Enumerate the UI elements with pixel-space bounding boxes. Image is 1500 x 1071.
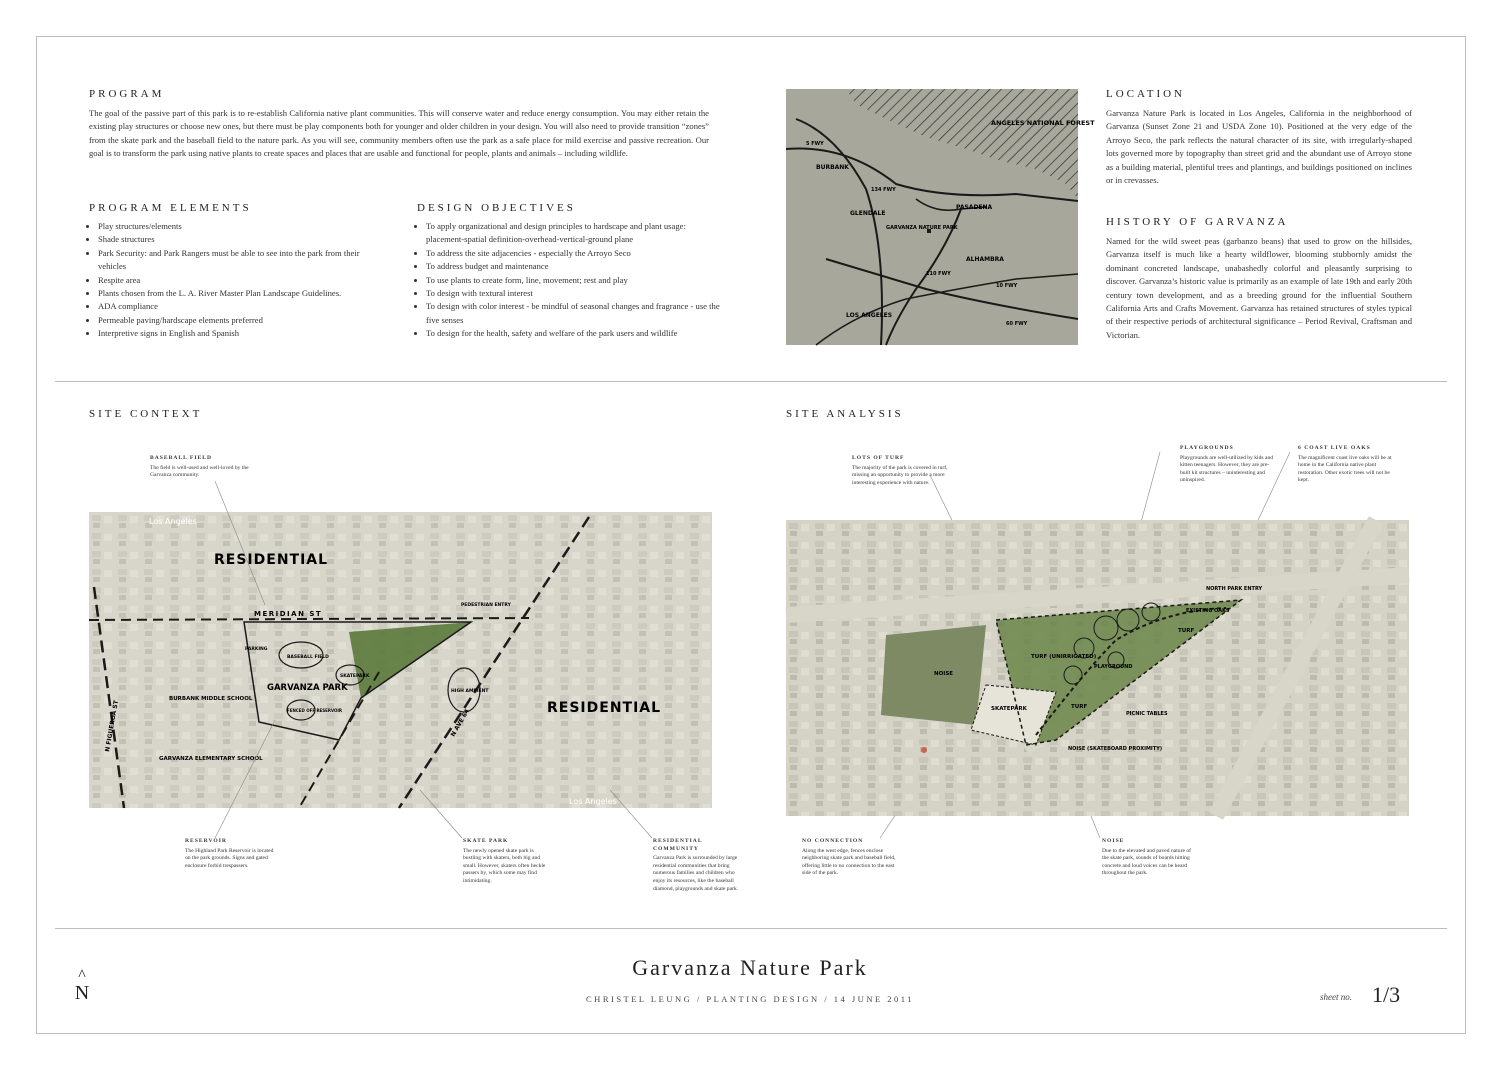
map-label-glendale: GLENDALE (850, 210, 886, 217)
label-skate: SKATEPARK (340, 674, 370, 679)
label-baseball: BASEBALL FIELD (287, 655, 329, 660)
note-turf (852, 455, 964, 487)
note-skate-text: The newly opened skate park is bustling with skaters, both big and small. However, skaters often heckle passers by, which some may find intimidating. (463, 847, 546, 884)
location-map-drawing (786, 89, 1095, 345)
label-noise-1: NOISE (934, 671, 954, 677)
map-label-10-fwy: 10 FWY (996, 283, 1018, 289)
divider-bottom (55, 928, 1447, 929)
label-reservoir: FENCED OFF RESERVOIR (287, 708, 342, 713)
note-oaks (1298, 445, 1400, 485)
label-turf-3: TURF (1071, 704, 1088, 710)
label-north-entry: NORTH PARK ENTRY (1206, 586, 1263, 592)
program-element-item: • Interpretive signs in English and Spanish (98, 327, 388, 340)
design-objective-item: • To design with color interest - be mindful of seasonal changes and fragrance - use the five senses (426, 300, 726, 327)
note-reservoir-text: The Highland Park Reservoir is located on the park grounds. Signs and gated enclosure forbid trespassers. (185, 847, 274, 869)
note-baseball-text: The field is well-used and well-loved by the Garvanza community. (150, 464, 249, 479)
note-baseball-title: BASEBALL FIELD (150, 455, 213, 461)
program-element-item: • Respite area (98, 274, 388, 287)
note-reservoir-title: RESERVOIR (185, 838, 227, 844)
design-objectives-list (417, 220, 726, 341)
location-map (786, 89, 1095, 345)
map-label-110-fwy: 110 FWY (926, 271, 951, 277)
label-burbank-school: BURBANK MIDDLE SCHOOL (169, 696, 253, 702)
history-text: Named for the wild sweet peas (garbanzo beans) that used to grow on the hillsides, Garvanza itself is much like a hearty wildflower, blooming stubbornly amidst the dominant concreted landscape, unabashedly colorful and pleasantly surprising to discover. Garvanza’s historic value is primarily as an example of late 19th and early 20th century town development, and as a breeding ground for the influential Southern California Arts and Crafts Movement. Garvanza has retained structures of styles typical of their respective periods of architectural significance – Period Revival, Craftsman and Victorian. (1106, 236, 1412, 340)
label-high-ambient: HIGH AMBIENT (451, 689, 489, 694)
program-element-item: • Shade structures (98, 233, 388, 246)
label-noise-2: NOISE (SKATEBOARD PROXIMITY) (1068, 746, 1163, 752)
site-context-drawing (89, 512, 712, 808)
label-ave-64: N AVE 64 (449, 708, 471, 738)
history-heading: HISTORY OF GARVANZA (1106, 216, 1289, 228)
note-turf-text: The majority of the park is covered in turf, missing an opportunity to provide a more interesting experience with nature. (852, 464, 948, 486)
program-element-item: • Park Security: and Park Rangers must be able to see into the park from their vehicles (98, 247, 388, 274)
program-elements-heading: PROGRAM ELEMENTS (89, 202, 252, 214)
label-skatepark-analysis: SKATEPARK (991, 706, 1027, 712)
site-context-map (89, 512, 712, 808)
note-noise-text: Due to the elevated and paved nature of the skate park, sounds of boards hitting concrete and loud voices can be heard throughout the park. (1102, 847, 1191, 877)
map-label-60-fwy: 60 FWY (1006, 321, 1028, 327)
label-los-angeles-1: Los Angeles (149, 517, 197, 526)
label-pedestrian: PEDESTRIAN ENTRY (461, 603, 511, 608)
note-baseball (150, 455, 270, 480)
site-analysis-map (786, 520, 1409, 816)
note-residential-title: RESIDENTIAL COMMUNITY (653, 838, 703, 852)
note-turf-title: LOTS OF TURF (852, 455, 905, 461)
label-picnic: PICNIC TABLES (1126, 711, 1168, 717)
note-oaks-text: The magnificent coast live oaks will be at home in the California native plant restoration. Other exotic trees will not be kept. (1298, 454, 1392, 484)
program-heading: PROGRAM (89, 88, 165, 100)
label-los-angeles-2: Los Angeles (569, 797, 617, 806)
site-context-heading: SITE CONTEXT (89, 408, 203, 420)
map-label-134-fwy: 134 FWY (871, 187, 896, 193)
note-noise-title: NOISE (1102, 838, 1125, 844)
design-objective-item: • To apply organizational and design principles to hardscape and plant usage: placement-spatial definition-overhead-vertical-ground plane (426, 220, 726, 247)
note-noise (1102, 838, 1197, 878)
map-label-garvanza: GARVANZA NATURE PARK (886, 225, 958, 231)
program-element-item: • Plants chosen from the L. A. River Master Plan Landscape Guidelines. (98, 287, 388, 300)
label-garvanza-park: GARVANZA PARK (267, 683, 348, 693)
map-label-alhambra: ALHAMBRA (966, 256, 1004, 263)
design-objective-item: • To address budget and maintenance (426, 260, 726, 273)
map-label-5-fwy: 5 FWY (806, 141, 824, 147)
note-no-connection (802, 838, 897, 878)
label-meridian: MERIDIAN ST (254, 610, 323, 618)
label-figueroa: N FIGUEROA ST (104, 699, 121, 753)
program-text: The goal of the passive part of this park is to re-establish California native plant communities. This will conserve water and reduce energy consumption. You may either retain the existing play structures or choose new ones, but there must be play components both for younger and older children in your design. You will also need to provide transition “zones” from the skate park and the baseball field to the nature park. As you will see, community members often use the park as a safe place for mild exercise and passive recreation. Our goal is to transform the park using native plants to create spaces and places that are usable and functional for people, plants and animals – including wildlife. (89, 108, 709, 159)
location-heading: LOCATION (1106, 88, 1185, 100)
label-residential-1: RESIDENTIAL (214, 552, 329, 568)
divider-top (55, 381, 1447, 382)
site-analysis-heading: SITE ANALYSIS (786, 408, 904, 420)
note-no-connection-text: Along the west edge, fences enclose neighboring skate park and baseball field, offering little to no connection to the east side of the park. (802, 847, 896, 877)
program-element-item: • Play structures/elements (98, 220, 388, 233)
sheet-label: sheet no. (1320, 992, 1352, 1002)
map-label-los-angeles: LOS ANGELES (846, 312, 893, 319)
map-label-pasadena: PASADENA (956, 204, 993, 211)
design-objective-item: • To design for the health, safety and welfare of the park users and wildlife (426, 327, 726, 340)
program-elements-list (89, 220, 388, 341)
note-residential (653, 838, 748, 893)
north-arrow (70, 967, 94, 1005)
program-element-item: • Permeable paving/hardscape elements preferred (98, 314, 388, 327)
map-label-burbank: BURBANK (816, 164, 849, 171)
note-skate (463, 838, 553, 886)
sheet-number: 1/3 (1372, 982, 1401, 1007)
site-analysis-drawing (786, 520, 1409, 816)
north-caret-icon: ^ (78, 967, 86, 984)
label-parking: PARKING (245, 647, 268, 652)
note-playgrounds (1180, 445, 1275, 485)
north-letter: N (74, 982, 90, 1004)
note-residential-text: Garvanza Park is surrounded by large residential communities that bring numerous families and children who enjoy its resources, like the baseball diamond, playgrounds and skate park. (653, 855, 739, 892)
label-turf-1: TURF (UNIRRIGATED) (1031, 654, 1097, 660)
note-reservoir (185, 838, 280, 870)
marker-dot (921, 747, 927, 753)
label-playground: PLAYGROUND (1094, 664, 1133, 670)
note-playgrounds-text: Playgrounds are well-utilized by kids and kitten teenagers. However, they are pre-built kit structures – uninteresting and uninspired. (1180, 454, 1274, 484)
design-objective-item: • To address the site adjacencies - especially the Arroyo Seco (426, 247, 726, 260)
sheet-title: Garvanza Nature Park (632, 955, 868, 980)
sheet-subtitle: CHRISTEL LEUNG / PLANTING DESIGN / 14 JUNE 2011 (586, 994, 914, 1004)
program-element-item: • ADA compliance (98, 300, 388, 313)
design-objective-item: • To design with textural interest (426, 287, 726, 300)
note-no-connection-title: NO CONNECTION (802, 838, 864, 844)
map-label-angeles-forest: ANGELES NATIONAL FOREST (991, 119, 1095, 127)
note-oaks-title: 6 COAST LIVE OAKS (1298, 445, 1371, 451)
note-playgrounds-title: PLAYGROUNDS (1180, 445, 1234, 451)
label-residential-2: RESIDENTIAL (547, 700, 662, 716)
design-objectives-heading: DESIGN OBJECTIVES (417, 202, 576, 214)
label-existing-oaks: EXISTING OAKS (1186, 608, 1230, 614)
location-text: Garvanza Nature Park is located in Los Angeles, California in the neighborhood of Garvanza (Sunset Zone 21 and USDA Zone 10). Positioned at the very edge of the Arroyo Seco, the park reflects the natural character of its site, with irregularly-shaped lots governed more by topography than street grid and the abundant use of Arroyo stone as a building material, plentiful trees and plantings, and buildings positioned on inclines or in crevasses. (1106, 108, 1412, 186)
label-garvanza-school: GARVANZA ELEMENTARY SCHOOL (159, 756, 263, 762)
label-turf-2: TURF (1178, 628, 1195, 634)
design-objective-item: • To use plants to create form, line, movement; rest and play (426, 274, 726, 287)
note-skate-title: SKATE PARK (463, 838, 509, 844)
